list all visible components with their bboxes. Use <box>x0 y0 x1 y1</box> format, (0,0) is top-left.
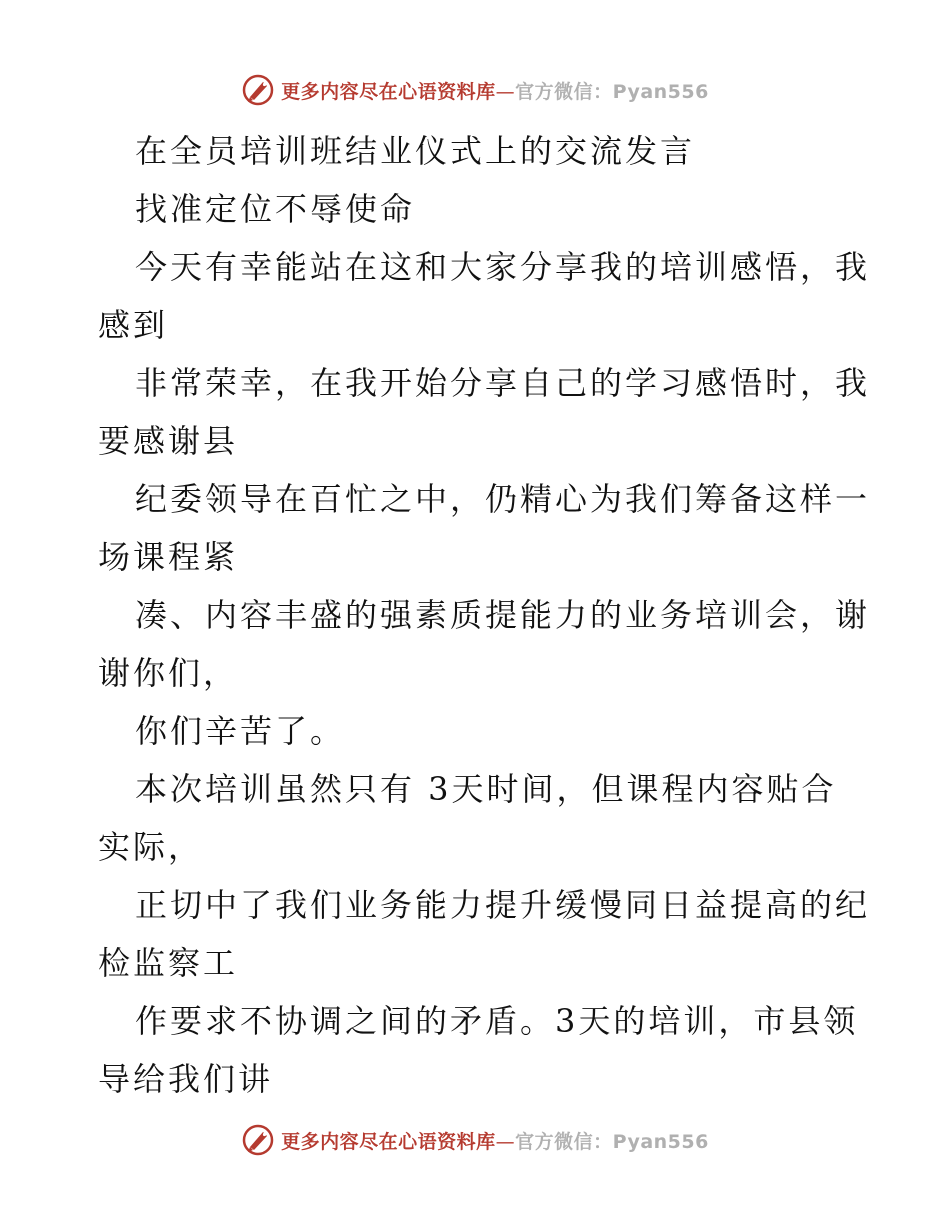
footer-banner-text <box>281 1127 709 1154</box>
paragraph-line: 正切中了我们业务能力提升缓慢同日益提高的纪 <box>135 886 871 924</box>
header-banner-suffix: 官方微信：Pyan556 <box>515 80 709 103</box>
footer-banner-content <box>241 1123 709 1157</box>
document-body <box>98 122 871 1108</box>
paragraph-line: 实际， <box>98 828 204 866</box>
paragraph-line: 本次培训虽然只有 3天时间，但课程内容贴合 <box>135 770 837 808</box>
paragraph-line: 谢你们， <box>98 654 239 692</box>
footer-banner-main-text: 更多内容尽在心语资料库 <box>281 1130 496 1153</box>
pen-nib-logo-icon <box>241 73 275 107</box>
document-subtitle: 找准定位不辱使命 <box>135 190 416 228</box>
paragraph-line: 要感谢县 <box>98 422 239 460</box>
header-banner-content <box>241 73 709 107</box>
paragraph-line: 感到 <box>98 306 169 344</box>
paragraph-line: 场课程紧 <box>98 538 239 576</box>
paragraph-line: 凑、内容丰盛的强素质提能力的业务培训会，谢 <box>135 596 871 634</box>
paragraph-line: 作要求不协调之间的矛盾。3天的培训，市县领 <box>135 1002 859 1040</box>
paragraph-line: 今天有幸能站在这和大家分享我的培训感悟，我 <box>135 248 871 286</box>
footer-banner-suffix: 官方微信：Pyan556 <box>515 1130 709 1153</box>
paragraph-line: 检监察工 <box>98 944 239 982</box>
paragraph-line: 你们辛苦了。 <box>135 712 346 750</box>
header-banner-separator: — <box>495 80 516 103</box>
pen-nib-logo-icon <box>241 1123 275 1157</box>
header-banner-text <box>281 77 709 104</box>
document-title: 在全员培训班结业仪式上的交流发言 <box>135 132 696 170</box>
footer-banner <box>0 1120 950 1160</box>
header-banner-main-text: 更多内容尽在心语资料库 <box>281 80 496 103</box>
paragraph-line: 导给我们讲 <box>98 1060 274 1098</box>
footer-banner-separator: — <box>495 1130 516 1153</box>
paragraph-line: 非常荣幸，在我开始分享自己的学习感悟时，我 <box>135 364 871 402</box>
paragraph-line: 纪委领导在百忙之中，仍精心为我们筹备这样一 <box>135 480 871 518</box>
header-banner <box>0 70 950 110</box>
